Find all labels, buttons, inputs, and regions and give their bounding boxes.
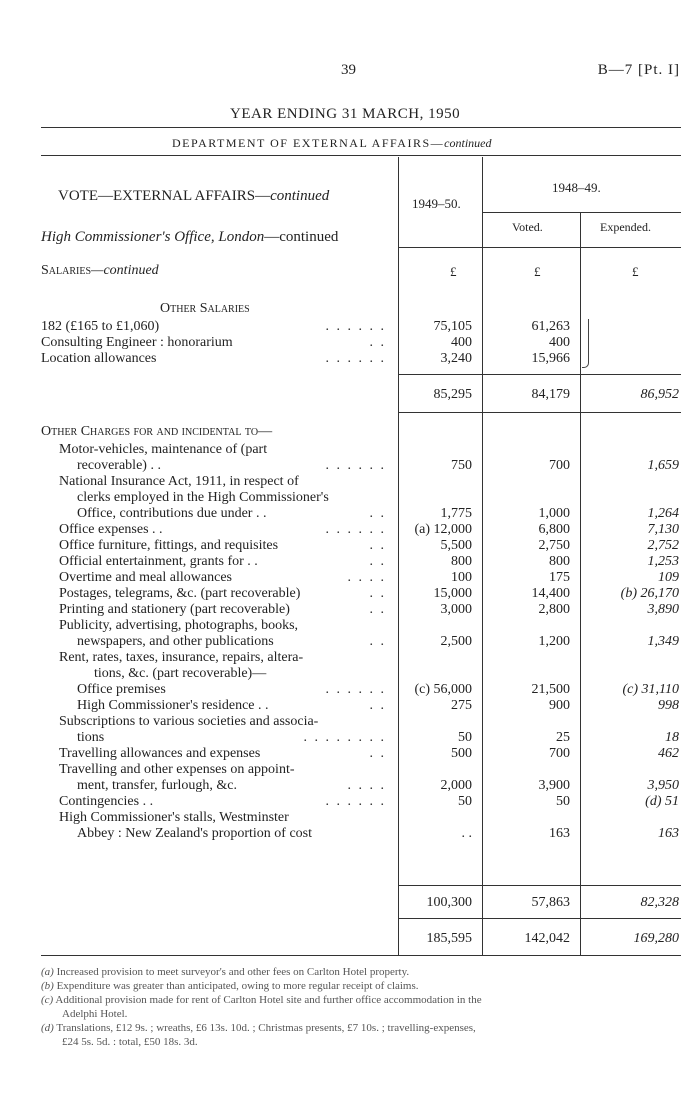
value-1949-50: 500 — [451, 746, 472, 761]
footnote-mark: (d) — [41, 1022, 54, 1034]
row-label: newspapers, and other publications — [77, 634, 274, 649]
table-row-line — [41, 442, 386, 458]
row-label: tions, &c. (part recoverable)— — [94, 666, 267, 681]
value-1949-50: 50 — [458, 794, 472, 809]
leader-dots: . . . . . . — [325, 319, 386, 334]
row-label: clerks employed in the High Commissioner's — [77, 490, 329, 505]
leader-dots: . . — [369, 602, 386, 617]
office-continued: —continued — [264, 229, 339, 245]
department-rule — [41, 155, 681, 156]
grand-total-voted: 142,042 — [524, 931, 570, 946]
value-1949-50: 75,105 — [433, 319, 472, 334]
salaries-label: Salaries — [41, 263, 92, 278]
column-header-rule — [398, 247, 681, 248]
row-label: Travelling and other expenses on appoint- — [59, 762, 295, 777]
value-1949-50: 5,500 — [440, 538, 472, 553]
table-row-line — [41, 698, 386, 714]
column-header-voted: Voted. — [512, 220, 543, 234]
value-1949-50: 2,000 — [440, 778, 472, 793]
table-row-line — [41, 618, 386, 634]
value-voted: 2,750 — [538, 538, 570, 553]
value-1949-50: (c) 56,000 — [414, 682, 472, 697]
value-voted: 700 — [549, 746, 570, 761]
table-row-line — [41, 666, 386, 682]
leader-dots: . . . . . . — [325, 522, 386, 537]
leader-dots: . . — [369, 634, 386, 649]
leader-dots: . . . . — [347, 778, 386, 793]
grand-total-1949-50: 185,595 — [426, 931, 472, 946]
footnote — [41, 994, 681, 1007]
vote-title: VOTE—EXTERNAL AFFAIRS— — [58, 188, 271, 204]
column-header-1948-49: 1948–49. — [552, 180, 601, 195]
table-row-line — [41, 650, 386, 666]
row-label: recoverable) . . — [77, 458, 161, 473]
leader-dots: . . — [369, 335, 386, 350]
table-row-line — [41, 778, 386, 794]
row-label: tions — [77, 730, 105, 745]
row-label: Motor-vehicles, maintenance of (part — [59, 442, 268, 457]
value-expended: 3,950 — [647, 778, 679, 793]
leader-dots: . . — [369, 698, 386, 713]
footnote-mark: (c) — [41, 994, 54, 1006]
value-expended: 109 — [658, 570, 679, 585]
value-1949-50: 15,000 — [433, 586, 472, 601]
table-row-line — [41, 602, 386, 618]
value-voted: 2,800 — [538, 602, 570, 617]
table-row-line — [41, 474, 386, 490]
table-divider-voted — [580, 212, 581, 955]
table-row-line — [41, 554, 386, 570]
vote-heading — [58, 188, 329, 205]
salaries-total-voted: 84,179 — [531, 387, 570, 402]
vote-continued: continued — [270, 188, 330, 204]
salaries-continued: —continued — [91, 263, 159, 278]
value-expended: 163 — [658, 826, 679, 841]
salaries-total-expended: 86,952 — [640, 387, 679, 402]
value-voted: 1,200 — [538, 634, 570, 649]
value-1949-50: . . — [461, 826, 472, 841]
leader-dots: . . . . . . — [325, 458, 386, 473]
value-voted: 1,000 — [538, 506, 570, 521]
table-row-line — [41, 810, 386, 826]
table-row-line — [41, 826, 386, 842]
footnote-text: Translations, £12 9s. ; wreaths, £6 13s. 10d. ; Christmas presents, £7 10s. ; travelling-expenses, — [56, 1022, 476, 1034]
row-label: Office premises — [77, 682, 166, 697]
value-expended: 3,890 — [647, 602, 679, 617]
charges-total-expended: 82,328 — [640, 895, 679, 910]
table-row — [41, 335, 386, 351]
leader-dots: . . — [369, 554, 386, 569]
value-voted: 800 — [549, 554, 570, 569]
page-title: YEAR ENDING 31 MARCH, 1950 — [230, 106, 461, 122]
value-expended: (b) 26,170 — [620, 586, 679, 601]
row-label: ment, transfer, furlough, &c. — [77, 778, 238, 793]
leader-dots: . . . . — [347, 570, 386, 585]
row-label: Overtime and meal allowances — [59, 570, 232, 585]
value-1949-50: (a) 12,000 — [414, 522, 472, 537]
table-row-line — [41, 730, 386, 746]
office-name: High Commissioner's Office, London — [41, 229, 265, 245]
table-row-line — [41, 762, 386, 778]
salaries-heading — [41, 263, 159, 279]
table-row-line — [41, 746, 386, 762]
table-row-line — [41, 794, 386, 810]
value-expended: 1,349 — [647, 634, 679, 649]
value-voted: 21,500 — [531, 682, 570, 697]
table-row-line — [41, 586, 386, 602]
table-divider-label — [398, 157, 399, 955]
footnote-text: Increased provision to meet surveyor's and other fees on Carlton Hotel property. — [56, 966, 410, 978]
table-row-line — [41, 570, 386, 586]
table-bottom-rule — [41, 955, 681, 956]
value-1949-50: 400 — [451, 335, 472, 350]
table-row-line — [41, 522, 386, 538]
row-label: High Commissioner's residence . . — [77, 698, 269, 713]
salaries-total-rule — [398, 412, 681, 413]
table-row-line — [41, 458, 386, 474]
footnote-text: Additional provision made for rent of Carlton Hotel site and further office accommodation in the — [55, 994, 482, 1006]
value-expended: 998 — [658, 698, 679, 713]
value-1949-50: 800 — [451, 554, 472, 569]
row-label: High Commissioner's stalls, Westminster — [59, 810, 289, 825]
currency-voted: £ — [534, 264, 541, 279]
row-label: Printing and stationery (part recoverable) — [59, 602, 290, 617]
leader-dots: . . — [369, 506, 386, 521]
column-header-expended: Expended. — [600, 220, 651, 234]
row-label: Office furniture, fittings, and requisites — [59, 538, 279, 553]
value-voted: 175 — [549, 570, 570, 585]
row-label: Office expenses . . — [59, 522, 163, 537]
other-salaries-heading: Other Salaries — [160, 301, 250, 316]
leader-dots: . . — [369, 586, 386, 601]
footnote-text: Expenditure was greater than anticipated, owing to more regular receipt of claims. — [56, 980, 419, 992]
value-1949-50: 750 — [451, 458, 472, 473]
leader-dots: . . — [369, 746, 386, 761]
leader-dots: . . . . . . — [325, 794, 386, 809]
title-rule — [41, 127, 681, 128]
charges-subtotal-rule — [398, 885, 681, 886]
footnote — [41, 966, 681, 979]
value-1949-50: 2,500 — [440, 634, 472, 649]
table-row-line — [41, 634, 386, 650]
value-expended: 1,253 — [647, 554, 679, 569]
value-voted: 15,966 — [531, 351, 570, 366]
charges-total-rule — [398, 918, 681, 919]
value-voted: 6,800 — [538, 522, 570, 537]
table-row-line — [41, 490, 386, 506]
value-expended: 1,659 — [647, 458, 679, 473]
value-voted: 700 — [549, 458, 570, 473]
table-divider-1949 — [482, 157, 483, 955]
department-heading — [172, 136, 491, 151]
table-row — [41, 319, 386, 335]
footnote — [41, 980, 681, 993]
currency-expended: £ — [632, 264, 639, 279]
value-voted: 61,263 — [531, 319, 570, 334]
leader-dots: . . — [369, 538, 386, 553]
row-label: Office, contributions due under . . — [77, 506, 267, 521]
prev-year-rule — [482, 212, 681, 213]
value-voted: 163 — [549, 826, 570, 841]
leader-dots: . . . . . . . . — [303, 730, 386, 745]
value-voted: 900 — [549, 698, 570, 713]
value-expended: 7,130 — [647, 522, 679, 537]
row-label: Travelling allowances and expenses — [59, 746, 261, 761]
department-continued: continued — [444, 136, 492, 150]
value-expended: 1,264 — [647, 506, 679, 521]
row-label: Postages, telegrams, &c. (part recoverable) — [59, 586, 301, 601]
row-label: Location allowances — [41, 351, 157, 366]
row-label: Contingencies . . — [59, 794, 154, 809]
value-1949-50: 3,000 — [440, 602, 472, 617]
section-subheading — [41, 229, 338, 246]
table-row — [41, 351, 386, 367]
salaries-group-bracket — [582, 319, 589, 368]
footnote — [41, 1022, 681, 1035]
value-voted: 400 — [549, 335, 570, 350]
charges-total-1949-50: 100,300 — [426, 895, 472, 910]
row-label: National Insurance Act, 1911, in respect of — [59, 474, 299, 489]
value-1949-50: 275 — [451, 698, 472, 713]
footnote-continuation: £24 5s. 5d. : total, £50 18s. 3d. — [62, 1036, 198, 1048]
value-voted: 50 — [556, 794, 570, 809]
leader-dots: . . . . . . — [325, 351, 386, 366]
leader-dots: . . . . . . — [325, 682, 386, 697]
row-label: Rent, rates, taxes, insurance, repairs, altera- — [59, 650, 304, 665]
value-expended: (c) 31,110 — [622, 682, 679, 697]
row-label: Publicity, advertising, photographs, books, — [59, 618, 299, 633]
currency-1949-50: £ — [450, 264, 457, 279]
value-voted: 3,900 — [538, 778, 570, 793]
row-label: Abbey : New Zealand's proportion of cost — [77, 826, 313, 841]
value-voted: 25 — [556, 730, 570, 745]
footnote-continuation: Adelphi Hotel. — [62, 1008, 128, 1020]
value-expended: 18 — [665, 730, 679, 745]
table-row-line — [41, 506, 386, 522]
row-label: Subscriptions to various societies and associa- — [59, 714, 319, 729]
value-1949-50: 1,775 — [440, 506, 472, 521]
document-reference: B—7 [Pt. I] — [597, 62, 680, 78]
footnote-mark: (a) — [41, 966, 54, 978]
value-1949-50: 100 — [451, 570, 472, 585]
value-expended: 2,752 — [647, 538, 679, 553]
footnote-mark: (b) — [41, 980, 54, 992]
grand-total-expended: 169,280 — [633, 931, 679, 946]
value-voted: 14,400 — [531, 586, 570, 601]
column-header-1949-50: 1949–50. — [412, 196, 461, 211]
row-label: Official entertainment, grants for . . — [59, 554, 258, 569]
value-expended: 462 — [658, 746, 679, 761]
page-number: 39 — [341, 62, 356, 78]
department-name: DEPARTMENT OF EXTERNAL AFFAIRS— — [172, 136, 445, 150]
table-row-line — [41, 682, 386, 698]
table-row-line — [41, 714, 386, 730]
salaries-total-1949-50: 85,295 — [433, 387, 472, 402]
value-1949-50: 3,240 — [440, 351, 472, 366]
salaries-subtotal-rule — [398, 374, 681, 375]
row-label: Consulting Engineer : honorarium — [41, 335, 233, 350]
value-1949-50: 50 — [458, 730, 472, 745]
value-expended: (d) 51 — [645, 794, 679, 809]
charges-total-voted: 57,863 — [531, 895, 570, 910]
table-row-line — [41, 538, 386, 554]
row-label: 182 (£165 to £1,060) — [41, 319, 160, 334]
other-charges-heading: Other Charges for and incidental to— — [41, 424, 273, 439]
